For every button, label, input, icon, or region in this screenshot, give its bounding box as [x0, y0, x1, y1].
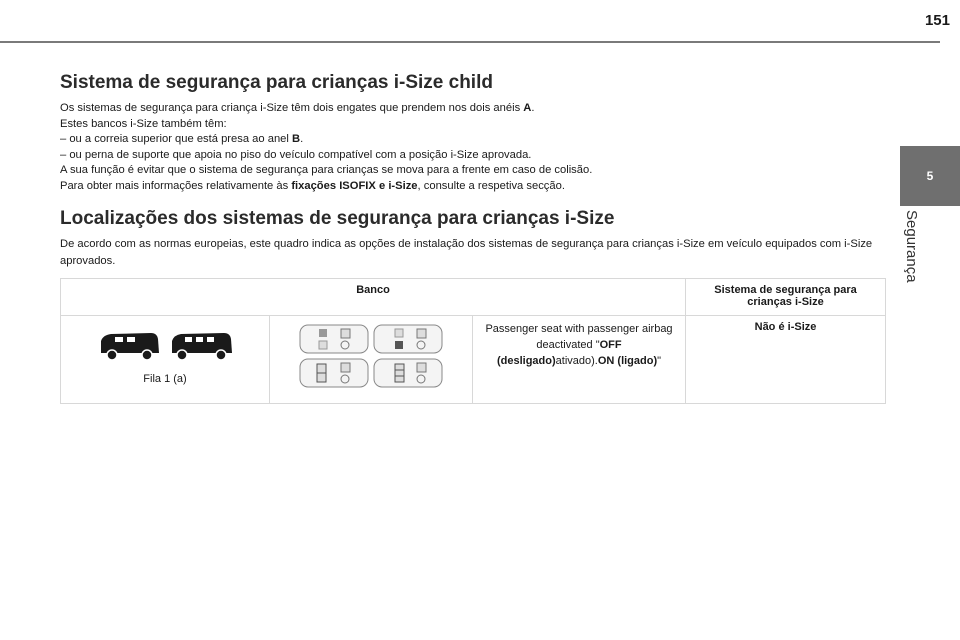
- paragraph-locations-intro: De acordo com as normas europeias, este quadro indica as opções de instalação dos sistemas de segurança para crianças i-Size em veículo equipados com i-Size aprovados.: [60, 238, 873, 267]
- chapter-label-text: Segurança: [903, 210, 920, 283]
- van-long-icon: [169, 329, 233, 363]
- page-number: 151: [924, 12, 950, 29]
- row-label: Fila 1 (a): [143, 373, 187, 385]
- chapter-label: [900, 210, 920, 330]
- top-rule: [0, 41, 940, 43]
- list-item-top-tether: – ou a correia superior que está presa ao anel B.: [60, 133, 304, 145]
- paragraph-anchorages: Os sistemas de segurança para criança i-Size têm dois engates que prendem nos dois anéis A.: [60, 102, 535, 114]
- list-item-support-leg: – ou perna de suporte que apoia no piso do veículo compatível com a posição i-Size aprovada.: [60, 148, 532, 161]
- cell-seat-diagram: [270, 316, 473, 404]
- section-title-locations: Localizações dos sistemas de segurança para crianças i-Size: [60, 208, 615, 229]
- header-seat: Banco: [61, 279, 686, 316]
- seat-layout-diagram-icon: [373, 324, 443, 354]
- cell-row-label: [61, 316, 270, 404]
- paragraph-more-info: Para obter mais informações relativamente às fixações ISOFIX e i-Size, consulte a respetiva secção.: [60, 179, 565, 192]
- cell-condition: Passenger seat with passenger airbag deactivated "OFF (desligado)ativado).ON (ligado)": [473, 316, 686, 404]
- paragraph-also-have: Estes bancos i-Size também têm:: [60, 117, 227, 130]
- seat-layout-diagram-icon: [299, 324, 369, 354]
- vehicle-icons: [67, 329, 263, 363]
- cell-result: [686, 316, 886, 404]
- chapter-tab[interactable]: [900, 146, 960, 206]
- paragraph-function: A sua função é evitar que o sistema de segurança para crianças se mova para a frente em caso de colisão.: [60, 164, 593, 176]
- section-title-isize: Sistema de segurança para crianças i-Size child: [60, 72, 493, 93]
- page-content: [60, 72, 880, 404]
- seat-layout-diagram-icon: [299, 358, 369, 388]
- header-system: Sistema de segurança para crianças i-Size: [686, 279, 886, 316]
- result-not-isize: Não é i-Size: [754, 321, 817, 333]
- table-header-row: [61, 279, 886, 316]
- table-row: [61, 316, 886, 404]
- isize-locations-table: [60, 278, 886, 404]
- chapter-number: 5: [926, 169, 934, 183]
- seat-layout-diagram-icon: [373, 358, 443, 388]
- seat-diagrams: [276, 324, 466, 388]
- van-short-icon: [97, 329, 161, 363]
